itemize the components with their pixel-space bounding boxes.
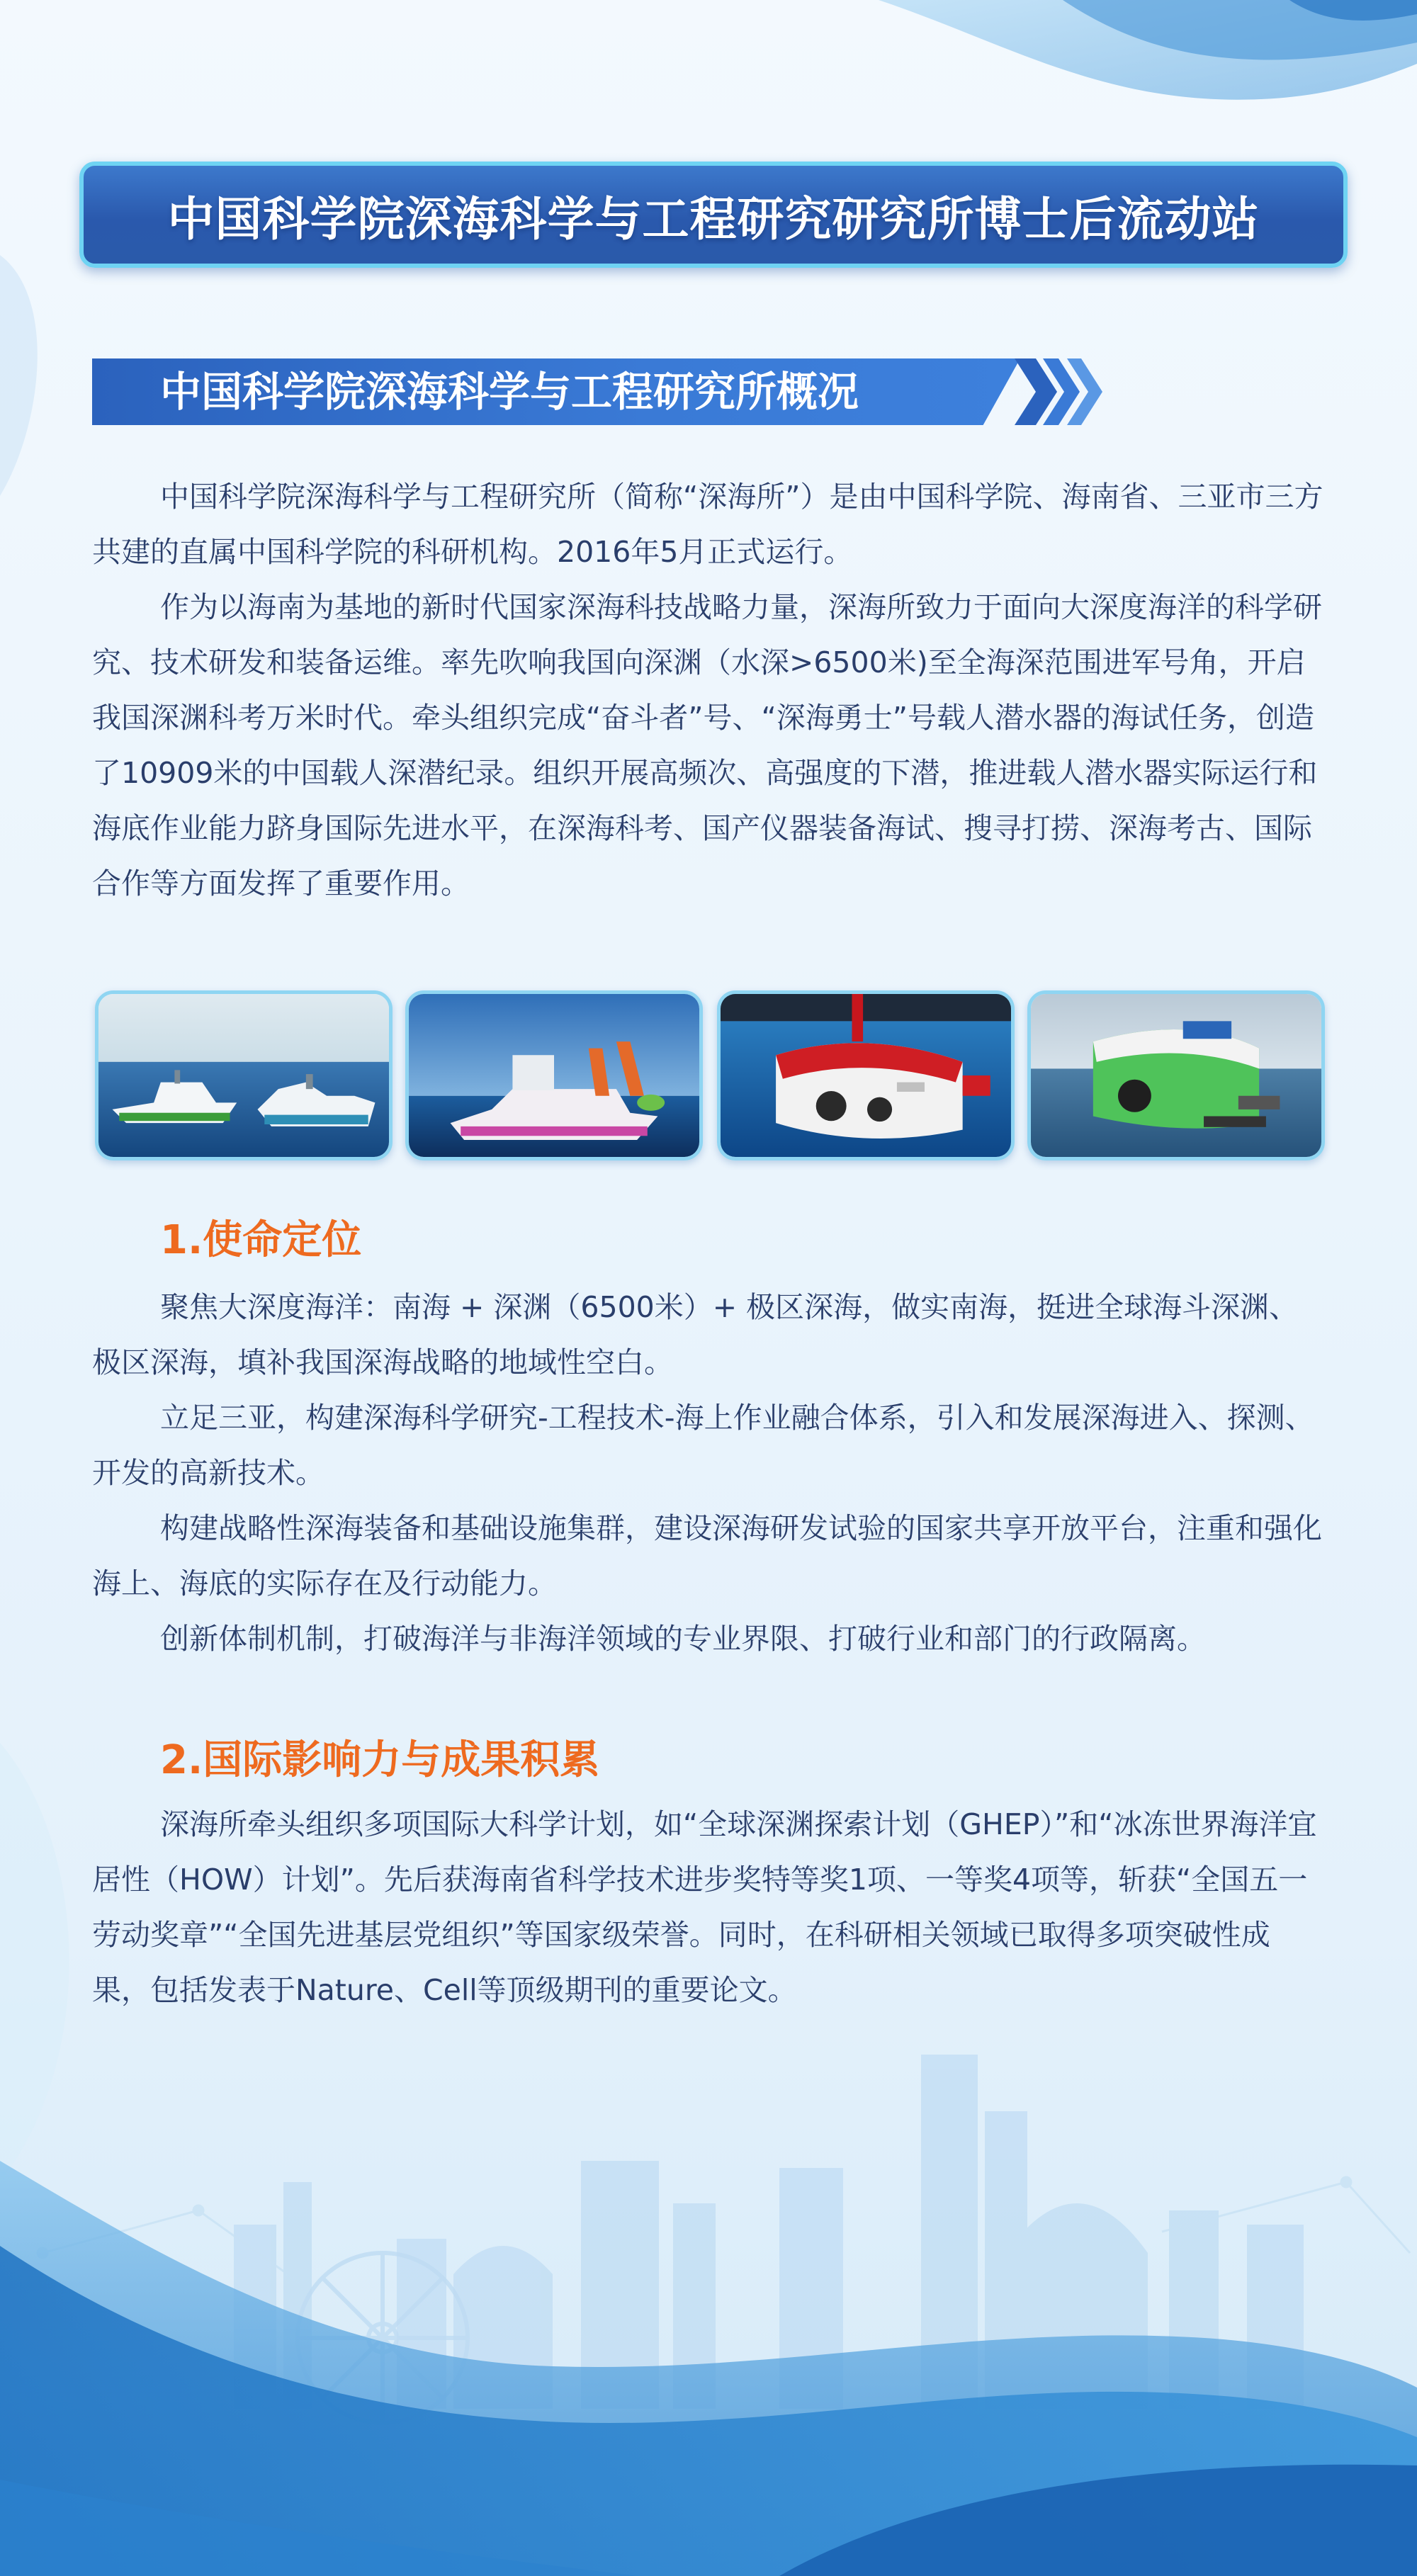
submersible-red-photo xyxy=(717,990,1015,1160)
mothership-photo xyxy=(405,990,703,1160)
influence-heading: 2.国际影响力与成果积累 xyxy=(160,1737,600,1783)
mission-paragraph-1: 聚焦大深度海洋：南海 + 深渊（6500米）+ 极区深海，做实南海，挺进全球海斗深渊、极区深海，填补我国深海战略的地域性空白。 xyxy=(92,1290,1299,1379)
research-ships-photo xyxy=(95,990,393,1160)
submersible-green-photo xyxy=(1027,990,1325,1160)
section-title: 中国科学院深海科学与工程研究所概况 xyxy=(160,368,859,416)
mission-heading: 1.使命定位 xyxy=(160,1217,362,1263)
intro-paragraph-2: 作为以海南为基地的新时代国家深海科技战略力量，深海所致力于面向大深度海洋的科学研究、技术研发和装备运维。率先吹响我国向深渊（水深>6500米)至全海深范围进军号角，开启我国深渊科考万米时代。牵头组织完成“奋斗者”号、“深海勇士”号载人潜水器的海试任务，创造了10909米的中国载人深潜纪录。组织开展高频次、高强度的下潜，推进载人潜水器实际运行和海底作业能力跻身国际先进水平，在深海科考、国产仪器装备海试、搜寻打捞、深海考古、国际合作等方面发挥了重要作用。 xyxy=(92,590,1322,900)
section-stripes-decoration xyxy=(1015,358,1107,425)
main-title-banner xyxy=(79,162,1348,268)
main-title: 中国科学院深海科学与工程研究研究所博士后流动站 xyxy=(167,191,1260,247)
mission-paragraph-4: 创新体制机制，打破海洋与非海洋领域的专业界限、打破行业和部门的行政隔离。 xyxy=(160,1622,1206,1656)
intro-paragraph-1: 中国科学院深海科学与工程研究所（简称“深海所”）是由中国科学院、海南省、三亚市三方共建的直属中国科学院的科研机构。2016年5月正式运行。 xyxy=(92,480,1323,569)
influence-paragraph-1: 深海所牵头组织多项国际大科学计划，如“全球深渊探索计划（GHEP）”和“冰冻世界海洋宜居性（HOW）计划”。先后获海南省科学技术进步奖特等奖1项、一等奖4项等，斩获“全国五一劳动奖章”“全国先进基层党组织”等国家级荣誉。同时，在科研相关领域已取得多项突破性成果，包括发表于Nature、Cell等顶级期刊的重要论文。 xyxy=(92,1807,1317,2007)
mission-paragraph-2: 立足三亚，构建深海科学研究-工程技术-海上作业融合体系，引入和发展深海进入、探测、开发的高新技术。 xyxy=(92,1401,1314,1490)
section-header xyxy=(92,353,1098,431)
mission-paragraph-3: 构建战略性深海装备和基础设施集群，建设深海研发试验的国家共享开放平台，注重和强化海上、海底的实际存在及行动能力。 xyxy=(92,1511,1322,1600)
